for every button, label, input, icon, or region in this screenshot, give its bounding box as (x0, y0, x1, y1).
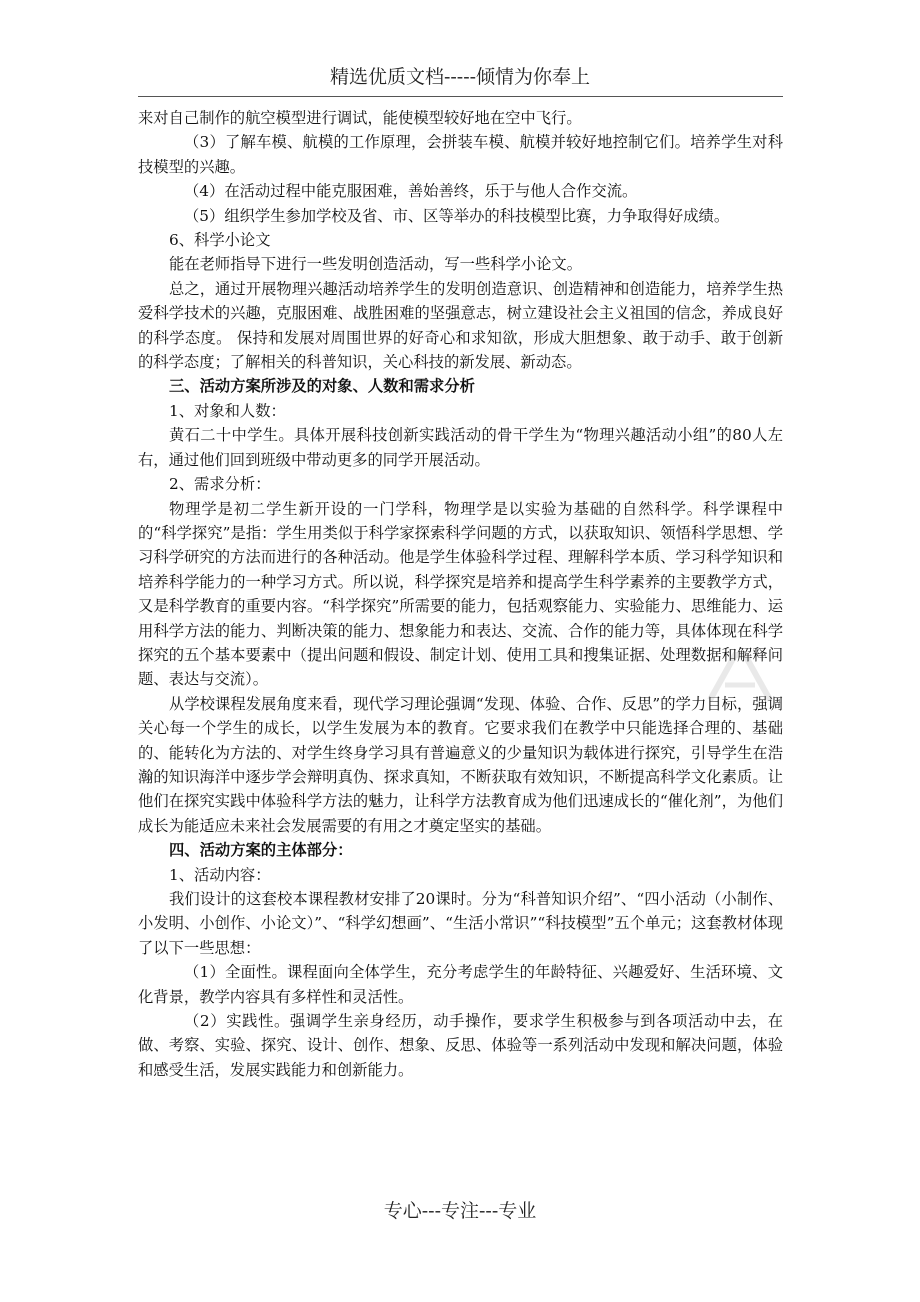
page-header: 精选优质文档-----倾情为你奉上 (329, 66, 591, 88)
watermark-logo-icon (690, 640, 790, 720)
paragraph: 能在老师指导下进行一些发明创造活动，写一些科学小论文。 (169, 255, 583, 274)
paragraph: 我们设计的这套校本课程教材安排了20课时。分为“科普知识介绍”、“四小活动（小制作、小发明、小创作、小论文）”、“科学幻想画”、“生活小常识”“科技模型”五个单元；这套教材体现了以下一些思想： (138, 890, 783, 957)
paragraph: 黄石二十中学生。具体开展科技创新实践活动的骨干学生为“物理兴趣活动小组”的80人左右，通过他们回到班级中带动更多的同学开展活动。 (138, 426, 783, 469)
paragraph: 总之，通过开展物理兴趣活动培养学生的发明创造意识、创造精神和创造能力，培养学生热爱科学技术的兴趣，克服困难、战胜困难的坚强意志，树立建设社会主义祖国的信念，养成良好的科学态度。 保持和发展对周围世界的好奇心和求知欲，形成大胆想象、敢于动手、敢于创新的科学态度；了解相关的科普知识，关心科技的新发展、新动态。 (138, 279, 783, 372)
paragraph: （2）实践性。强调学生亲身经历，动手操作，要求学生积极参与到各项活动中去，在做、考察、实验、探究、设计、创作、想象、反思、体验等一系列活动中发现和解决问题，体验和感受生活，发展实践能力和创新能力。 (138, 1012, 783, 1079)
section-subheading: 1、对象和人数： (169, 401, 286, 420)
document-body (138, 106, 783, 1082)
paragraph: （1）全面性。课程面向全体学生，充分考虑学生的年龄特征、兴趣爱好、生活环境、文化背景，教学内容具有多样性和灵活性。 (138, 963, 783, 1006)
section-heading: 三、活动方案所涉及的对象、人数和需求分析 (169, 377, 475, 396)
paragraph: 来对自己制作的航空模型进行调试，能使模型较好地在空中飞行。 (138, 109, 582, 127)
page-footer: 专心---专注---专业 (383, 1200, 537, 1222)
paragraph: （3）了解车模、航模的工作原理，会拼装车模、航模并较好地控制它们。培养学生对科技模型的兴趣。 (138, 133, 783, 176)
paragraph: 物理学是初二学生新开设的一门学科，物理学是以实验为基础的自然科学。科学课程中的“科学探究”是指：学生用类似于科学家探索科学问题的方式，以获取知识、领悟科学思想、学习科学研究的方法而进行的各种活动。他是学生体验科学过程、理解科学本质、学习科学知识和培养科学能力的一种学习方式。所以说，科学探究是培养和提高学生科学素养的主要教学方式，又是科学教育的重要内容。“科学探究”所需要的能力，包括观察能力、实验能力、思维能力、运用科学方法的能力、判断决策的能力、想象能力和表达、交流、合作的能力等，具体体现在科学探究的五个基本要素中（提出问题和假设、制定计划、使用工具和搜集证据、处理数据和解释问题、表达与交流）。 (138, 499, 783, 689)
header-divider (138, 96, 783, 97)
section-subheading: 6、科学小论文 (169, 231, 271, 250)
paragraph: 从学校课程发展角度来看，现代学习理论强调“发现、体验、合作、反思”的学力目标，强调关心每一个学生的成长，以学生发展为本的教育。它要求我们在教学中只能选择合理的、基础的、能转化为方法的、对学生终身学习具有普遍意义的少量知识为载体进行探究，引导学生在浩瀚的知识海洋中逐步学会辩明真伪、探求真知，不断获取有效知识，不断提高科学文化素质。让他们在探究实践中体验科学方法的魅力，让科学方法教育成为他们迅速成长的“催化剂”，为他们成长为能适应未来社会发展需要的有用之才奠定坚实的基础。 (138, 694, 783, 835)
paragraph: （5）组织学生参加学校及省、市、区等举办的科技模型比赛，力争取得好成绩。 (184, 206, 730, 225)
section-subheading: 1、活动内容： (169, 865, 271, 884)
section-subheading: 2、需求分析： (169, 475, 271, 494)
section-heading: 四、活动方案的主体部分： (169, 841, 353, 860)
paragraph: （4）在活动过程中能克服困难，善始善终，乐于与他人合作交流。 (184, 182, 638, 201)
